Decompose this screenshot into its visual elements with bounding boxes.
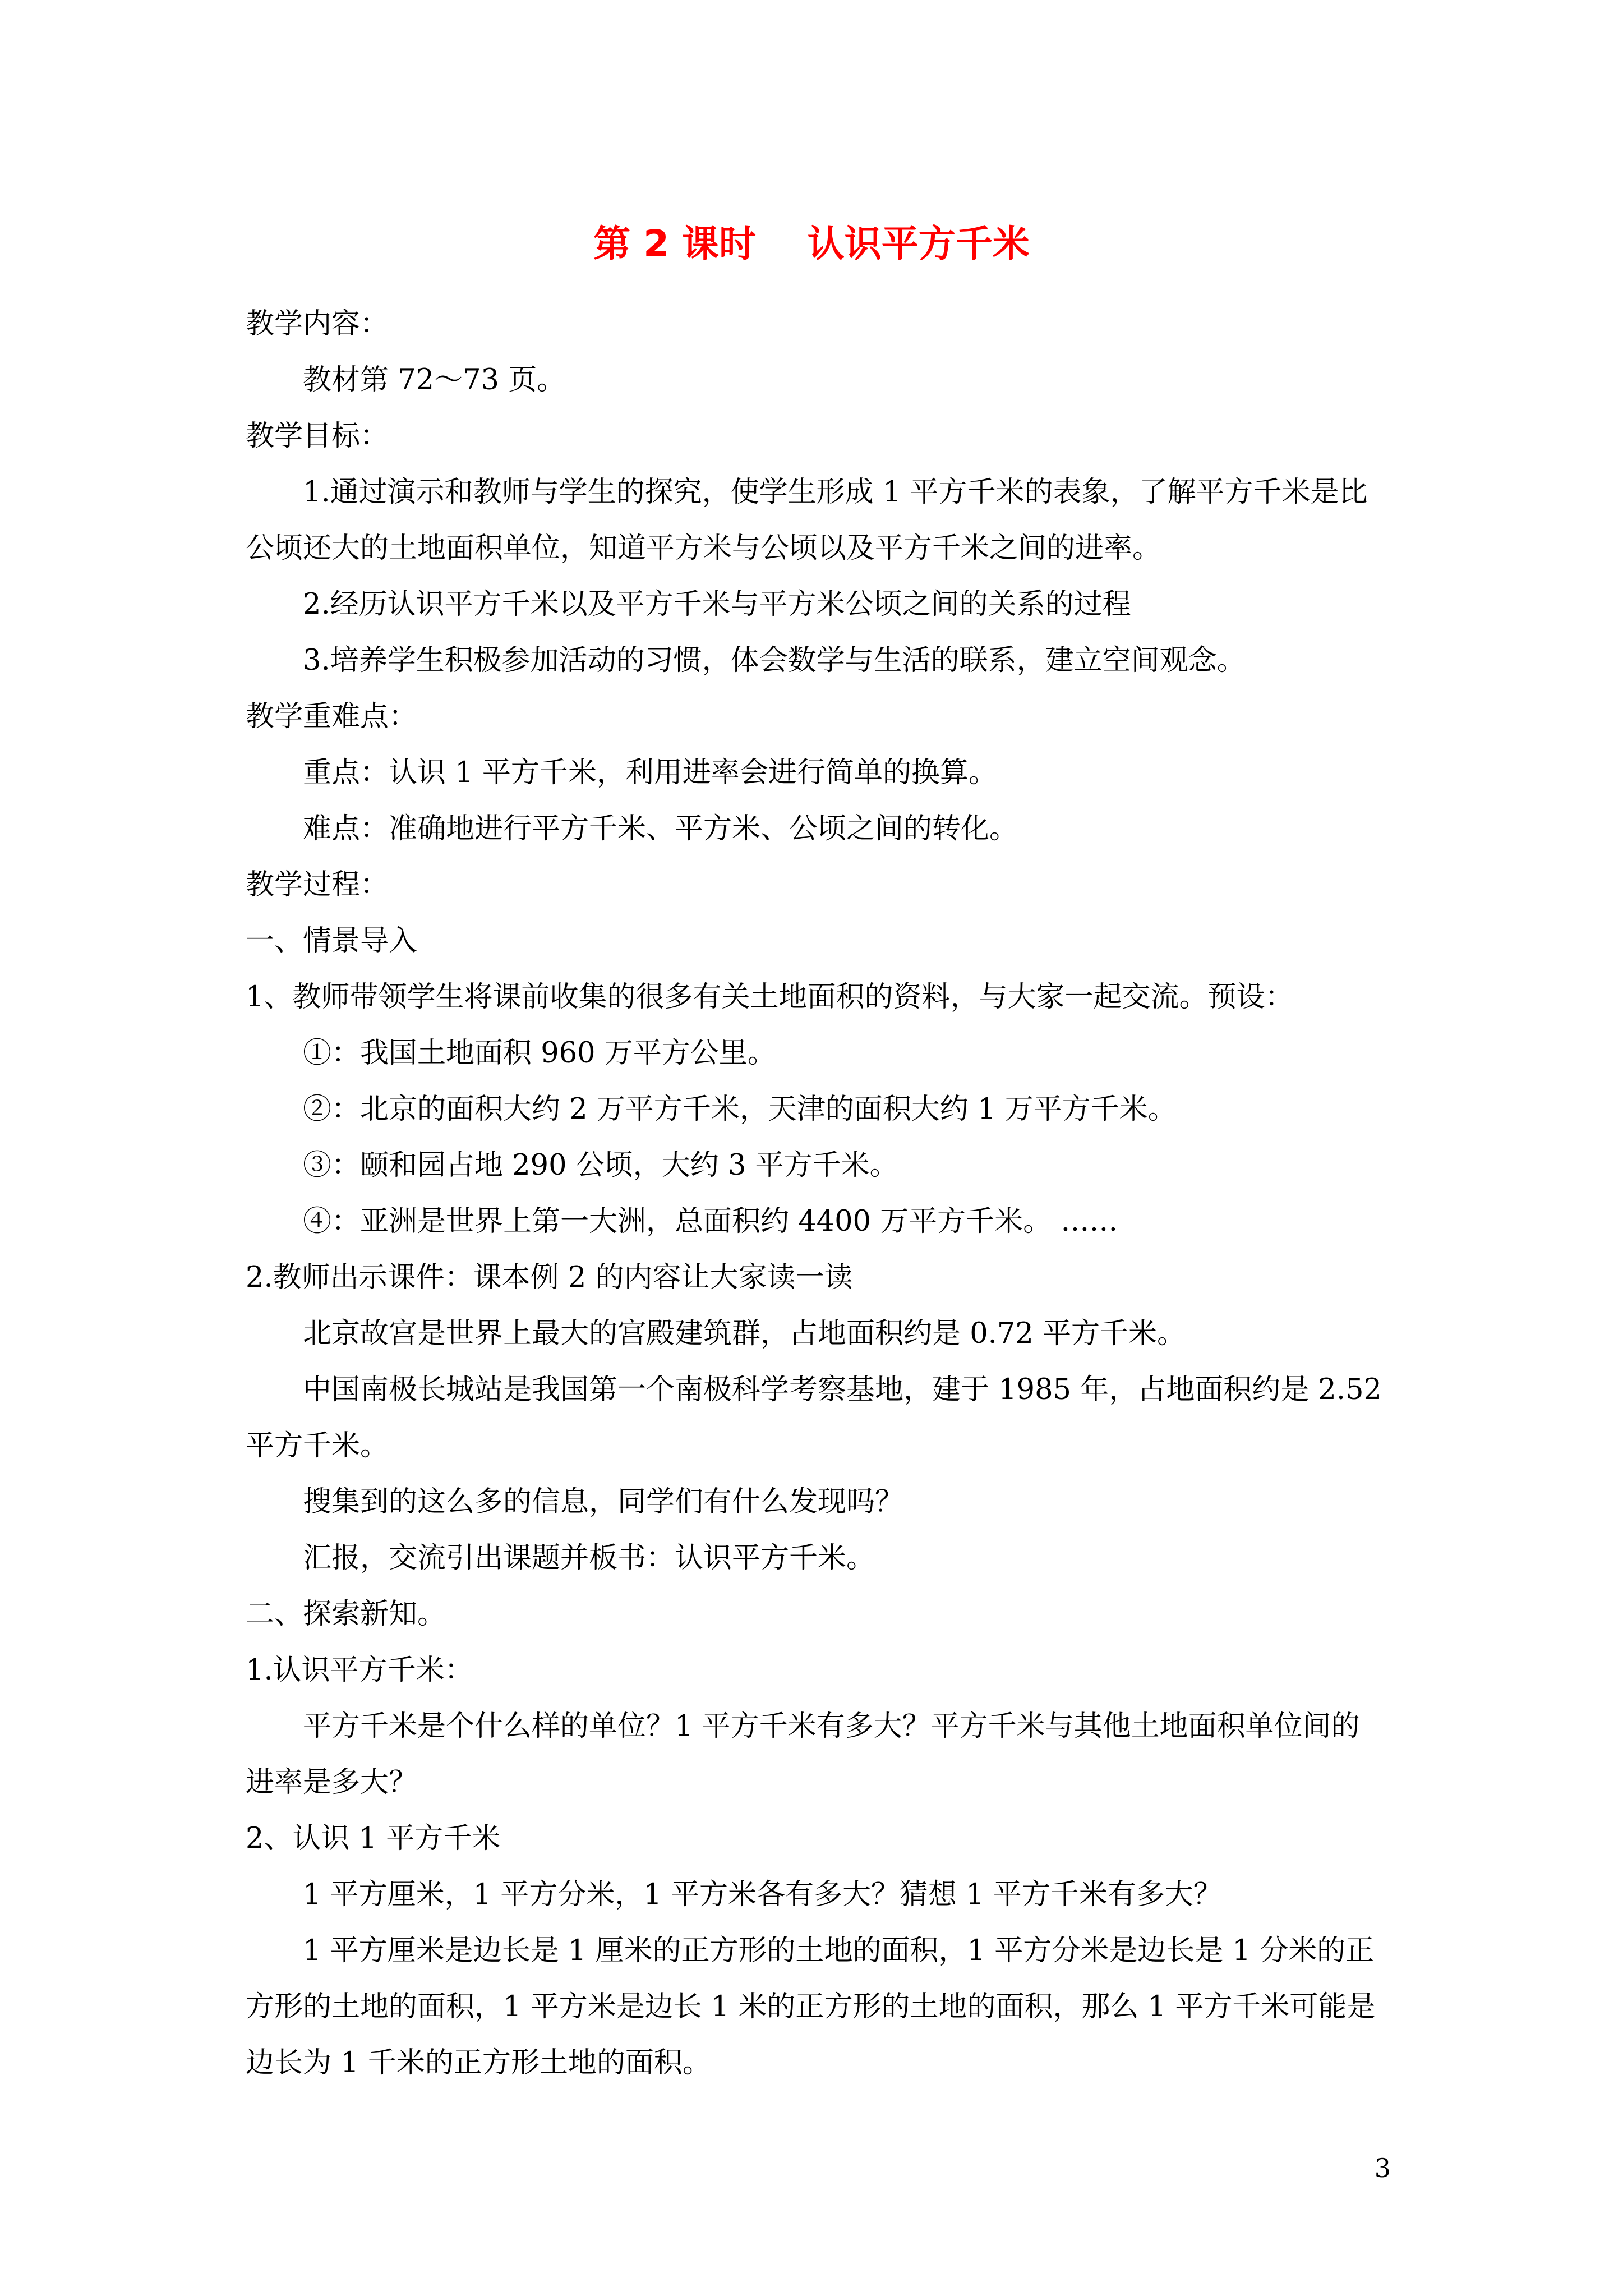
body-paragraph: 2.经历认识平方千米以及平方千米与平方米公顷之间的关系的过程 (303, 588, 1131, 621)
section-heading: 教学目标： (246, 420, 389, 453)
section-heading: 教学内容： (246, 307, 389, 341)
section-heading: 教学过程： (246, 868, 389, 901)
body-paragraph: 重点：认识 1 平方千米，利用进率会进行简单的换算。 (303, 756, 997, 789)
lesson-title: 第 2 课时 认识平方千米 (593, 222, 1030, 265)
body-paragraph: 教材第 72～73 页。 (303, 364, 566, 397)
body-paragraph: 1 平方厘米是边长是 1 厘米的正方形的土地的面积，1 平方分米是边长是 1 分米的正方形的土地的面积，1 平方米是边长 1 米的正方形的土地的面积，那么 1 平方千米可能是边长为 1 千米的正方形土地的面积。 (246, 1934, 1376, 2079)
section-heading: 1.认识平方千米： (246, 1654, 473, 1687)
body-paragraph: 北京故宫是世界上最大的宫殿建筑群，占地面积约是 0.72 平方千米。 (303, 1317, 1186, 1350)
list-item: ④：亚洲是世界上第一大洲，总面积约 4400 万平方千米。 …… (303, 1205, 1118, 1238)
body-paragraph: 汇报，交流引出课题并板书：认识平方千米。 (303, 1542, 875, 1575)
body-paragraph: 3.培养学生积极参加活动的习惯，体会数学与生活的联系，建立空间观念。 (303, 644, 1246, 677)
section-heading: 教学重难点： (246, 700, 418, 733)
body-paragraph: 1.通过演示和教师与学生的探究，使学生形成 1 平方千米的表象，了解平方千米是比公顷还大的土地面积单位，知道平方米与公顷以及平方千米之间的进率。 (246, 476, 1368, 565)
body-paragraph: 中国南极长城站是我国第一个南极科学考察基地，建于 1985 年，占地面积约是 2.52 平方千米。 (246, 1373, 1382, 1462)
section-heading: 二、探索新知。 (246, 1598, 446, 1631)
body-paragraph: 1、教师带领学生将课前收集的很多有关土地面积的资料，与大家一起交流。预设： (246, 981, 1294, 1014)
body-paragraph: 平方千米是个什么样的单位？1 平方千米有多大？平方千米与其他土地面积单位间的进率是多大？ (246, 1710, 1360, 1799)
list-item: ①：我国土地面积 960 万平方公里。 (303, 1037, 776, 1070)
list-item: ②：北京的面积大约 2 万平方千米，天津的面积大约 1 万平方千米。 (303, 1093, 1177, 1126)
list-item: ③：颐和园占地 290 公顷，大约 3 平方千米。 (303, 1149, 898, 1182)
body-paragraph: 搜集到的这么多的信息，同学们有什么发现吗？ (303, 1485, 904, 1519)
body-paragraph: 难点：准确地进行平方千米、平方米、公顷之间的转化。 (303, 812, 1018, 845)
body-paragraph: 1 平方厘米，1 平方分米，1 平方米各有多大？猜想 1 平方千米有多大？ (303, 1878, 1222, 1911)
section-heading: 2、认识 1 平方千米 (246, 1822, 501, 1855)
section-heading: 一、情景导入 (246, 924, 418, 958)
lesson-content (246, 296, 1384, 2091)
page-number: 3 (1374, 2153, 1391, 2183)
body-paragraph: 2.教师出示课件：课本例 2 的内容让大家读一读 (246, 1261, 853, 1294)
